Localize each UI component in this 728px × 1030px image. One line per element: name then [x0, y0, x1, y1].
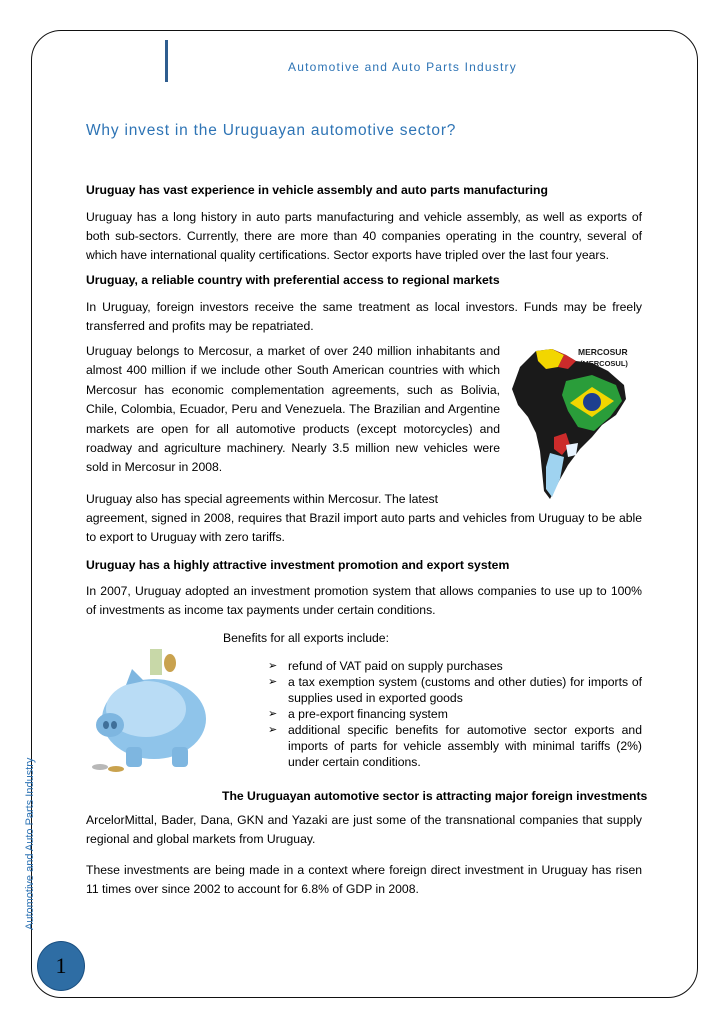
piggy-bank-image [86, 629, 216, 775]
paragraph-transnationals: ArcelorMittal, Bader, Dana, GKN and Yazaki are just some of the transnational companies that supply regional and global markets from Uruguay. [86, 813, 642, 846]
paragraph-mercosur: Uruguay belongs to Mercosur, a market of over 240 million inhabitants and almost 400 million if we include other South American countries with which Mercosur has economic complementation agreements, such as Bolivia, Chile, Colombia, Ecuador, Peru and Venezuela. The Brazilian and Argentine markets are open for all automotive products (except motorcycles) and roadway and agriculture machinery. Nearly 3.5 million new vehicles were sold in Mercosur in 2008. [86, 344, 500, 475]
map-label-mercosul: (MERCOSUL) [580, 359, 628, 368]
page-heading: Why invest in the Uruguayan automotive sector? [86, 122, 457, 139]
page-number-badge: 1 [37, 941, 85, 991]
paragraph-agreements-line1: Uruguay also has special agreements within Mercosur. The latest [86, 492, 439, 506]
paragraph-agreements-line2: agreement, signed in 2008, requires that Brazil import auto parts and vehicles from Uruguay to be able to export to Uruguay with zero tariffs. [86, 511, 642, 544]
benefits-intro: Benefits for all exports include: [223, 631, 389, 645]
paragraph-fdi: These investments are being made in a context where foreign direct investment in Uruguay has risen 11 times over since 2002 to account for 6.8% of GDP in 2008. [86, 863, 642, 896]
benefits-list [268, 658, 642, 770]
paragraph-investors: In Uruguay, foreign investors receive the same treatment as local investors. Funds may be freely transferred and profits may be repatriated. [86, 300, 642, 333]
benefit-item: ➢ refund of VAT paid on supply purchases [268, 658, 642, 674]
benefit-item: ➢ a pre-export financing system [268, 706, 642, 722]
benefit-item: ➢ additional specific benefits for automotive sector exports and imports of parts for vehicle assembly with minimal tariffs (2%) under certain conditions. [268, 722, 642, 770]
paragraph-experience: Uruguay has a long history in auto parts manufacturing and vehicle assembly, as well as exports of both sub-sectors. Currently, there are more than 40 companies operating in the country, several of which have international quality certifications. Sector exports have tripled over the last four years. [86, 210, 642, 262]
side-label: Automotive and Auto Parts Industry [24, 757, 36, 930]
section-title-reliable-country: Uruguay, a reliable country with preferential access to regional markets [86, 273, 500, 287]
map-label-mercosur: MERCOSUR [578, 347, 628, 357]
paragraph-investment-promotion: In 2007, Uruguay adopted an investment promotion system that allows companies to use up to 100% of investments as income tax payments under certain conditions. [86, 584, 642, 617]
section-title-investment-promotion: Uruguay has a highly attractive investment promotion and export system [86, 558, 510, 572]
header-divider [165, 40, 168, 82]
section-title-foreign-investments: The Uruguayan automotive sector is attracting major foreign investments [222, 789, 648, 803]
section-title-experience: Uruguay has vast experience in vehicle assembly and auto parts manufacturing [86, 183, 548, 197]
header-title: Automotive and Auto Parts Industry [288, 60, 517, 74]
mercosur-map [506, 341, 642, 503]
benefit-item: ➢ a tax exemption system (customs and other duties) for imports of supplies used in exported goods [268, 674, 642, 706]
